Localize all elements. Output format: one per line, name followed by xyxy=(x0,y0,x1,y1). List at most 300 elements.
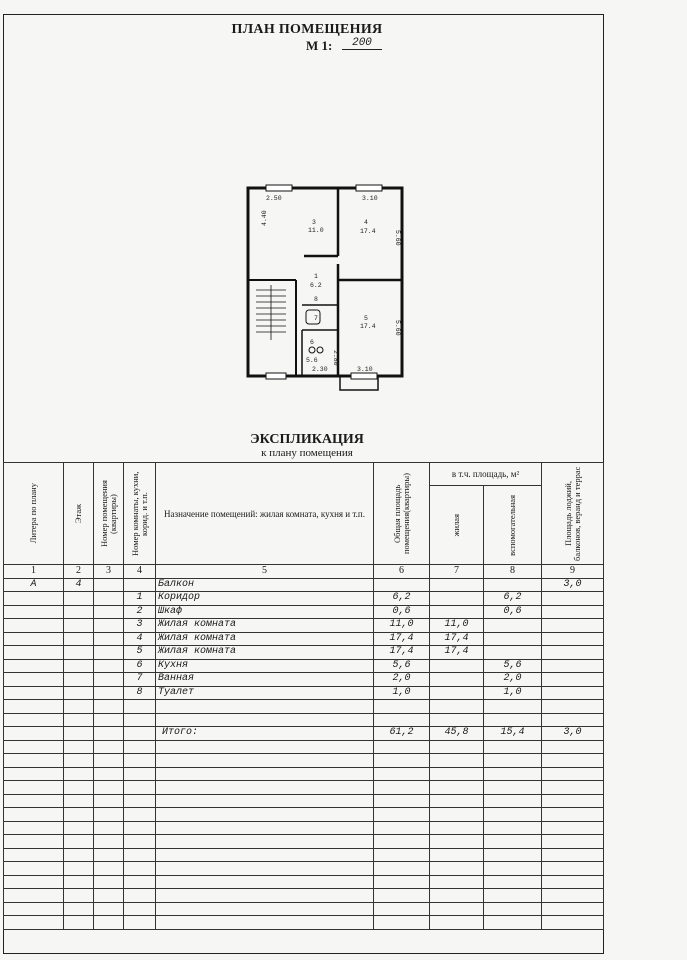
header-purpose: Назначение помещений: жилая комната, кухня и т.п. xyxy=(164,508,365,519)
cell-room xyxy=(124,578,156,592)
cell-floor xyxy=(64,713,94,727)
cell-total xyxy=(374,889,430,903)
cell-living: 45,8 xyxy=(430,727,484,741)
cell-apt xyxy=(94,740,124,754)
cell-litera xyxy=(4,794,64,808)
cell-balcony xyxy=(542,592,604,606)
cell-room: 8 xyxy=(124,686,156,700)
cell-apt xyxy=(94,619,124,633)
header-total-area: Общая площадь помещения(квартиры) xyxy=(391,473,411,554)
cell-total: 1,0 xyxy=(374,686,430,700)
cell-litera xyxy=(4,727,64,741)
cell-aux xyxy=(484,646,542,660)
cell-floor xyxy=(64,808,94,822)
cell-litera: А xyxy=(4,578,64,592)
cell-aux xyxy=(484,889,542,903)
cell-aux: 5,6 xyxy=(484,659,542,673)
cell-litera xyxy=(4,916,64,930)
dim-top-left: 2.50 xyxy=(266,195,282,202)
cell-litera xyxy=(4,808,64,822)
cell-litera xyxy=(4,605,64,619)
cell-balcony xyxy=(542,619,604,633)
cell-aux xyxy=(484,808,542,822)
table-row xyxy=(4,659,604,673)
cell-living xyxy=(430,794,484,808)
cell-litera xyxy=(4,781,64,795)
cell-living xyxy=(430,713,484,727)
table-row-empty xyxy=(4,781,604,795)
cell-litera xyxy=(4,835,64,849)
cell-apt xyxy=(94,713,124,727)
scale-label: М 1: xyxy=(306,38,333,53)
cell-room xyxy=(124,713,156,727)
cell-balcony xyxy=(542,700,604,714)
cell-name: Жилая комната xyxy=(156,632,374,646)
cell-balcony xyxy=(542,862,604,876)
cell-floor xyxy=(64,700,94,714)
cell-living xyxy=(430,808,484,822)
cell-total xyxy=(374,794,430,808)
cell-living xyxy=(430,781,484,795)
cell-name xyxy=(156,781,374,795)
cell-apt xyxy=(94,862,124,876)
cell-apt xyxy=(94,902,124,916)
cell-name: Кухня xyxy=(156,659,374,673)
cell-name: Жилая комната xyxy=(156,619,374,633)
cell-living: 17,4 xyxy=(430,632,484,646)
dim-bottom-right: 3.10 xyxy=(357,366,373,373)
cell-balcony xyxy=(542,605,604,619)
cell-total xyxy=(374,835,430,849)
room-3-area: 11.0 xyxy=(308,227,324,234)
room-7-num: 7 xyxy=(314,315,318,322)
cell-living xyxy=(430,754,484,768)
cell-room: 2 xyxy=(124,605,156,619)
cell-name xyxy=(156,821,374,835)
cell-aux xyxy=(484,916,542,930)
cell-name xyxy=(156,902,374,916)
cell-balcony xyxy=(542,686,604,700)
cell-name xyxy=(156,794,374,808)
cell-name xyxy=(156,835,374,849)
cell-living xyxy=(430,862,484,876)
table-row-empty xyxy=(4,767,604,781)
cell-total xyxy=(374,821,430,835)
cell-name xyxy=(156,808,374,822)
cell-total: 61,2 xyxy=(374,727,430,741)
floor-plan xyxy=(236,180,416,400)
table-row xyxy=(4,592,604,606)
room-5-area: 17.4 xyxy=(360,323,376,330)
cell-living: 11,0 xyxy=(430,619,484,633)
plan-outer-wall xyxy=(248,188,402,376)
room-5-num: 5 xyxy=(364,315,368,322)
header-living: жилая xyxy=(451,513,461,537)
cell-balcony xyxy=(542,902,604,916)
cell-name xyxy=(156,889,374,903)
cell-litera xyxy=(4,659,64,673)
cell-living xyxy=(430,673,484,687)
cell-litera xyxy=(4,875,64,889)
explication-table xyxy=(3,462,604,930)
cell-apt xyxy=(94,686,124,700)
explication-title: ЭКСПЛИКАЦИЯ xyxy=(250,432,364,447)
cell-total xyxy=(374,916,430,930)
room-6-area: 5.6 xyxy=(306,357,318,364)
cell-balcony xyxy=(542,713,604,727)
cell-aux: 0,6 xyxy=(484,605,542,619)
dim-right-room4: 5.60 xyxy=(394,230,401,246)
cell-litera xyxy=(4,740,64,754)
cell-room xyxy=(124,700,156,714)
cell-aux xyxy=(484,578,542,592)
cell-apt xyxy=(94,767,124,781)
cell-aux xyxy=(484,754,542,768)
cell-floor xyxy=(64,916,94,930)
total-row xyxy=(4,727,604,741)
cell-litera xyxy=(4,902,64,916)
cell-total: 0,6 xyxy=(374,605,430,619)
header-balcony-area: Площадь лоджий, балконов, веранд и террас xyxy=(562,466,582,561)
cell-apt xyxy=(94,592,124,606)
stove-icon xyxy=(309,347,315,353)
cell-aux: 2,0 xyxy=(484,673,542,687)
room-1-area: 6.2 xyxy=(310,282,322,289)
table-row xyxy=(4,646,604,660)
cell-aux xyxy=(484,902,542,916)
cell-litera xyxy=(4,592,64,606)
table-row-empty xyxy=(4,889,604,903)
cell-balcony xyxy=(542,875,604,889)
cell-aux xyxy=(484,875,542,889)
room-1-num: 1 xyxy=(314,273,318,280)
cell-living xyxy=(430,767,484,781)
cell-living xyxy=(430,605,484,619)
cell-floor xyxy=(64,659,94,673)
cell-floor xyxy=(64,754,94,768)
cell-name: Шкаф xyxy=(156,605,374,619)
cell-litera xyxy=(4,619,64,633)
table-row-empty xyxy=(4,700,604,714)
room-4-num: 4 xyxy=(364,219,368,226)
cell-room xyxy=(124,794,156,808)
table-row-empty xyxy=(4,848,604,862)
cell-floor xyxy=(64,767,94,781)
cell-total xyxy=(374,902,430,916)
cell-total xyxy=(374,781,430,795)
cell-name xyxy=(156,916,374,930)
cell-room xyxy=(124,727,156,741)
cell-name xyxy=(156,754,374,768)
cell-apt xyxy=(94,848,124,862)
dim-kitchen: 2.80 xyxy=(332,350,339,366)
table-row-empty xyxy=(4,875,604,889)
cell-litera xyxy=(4,754,64,768)
cell-room xyxy=(124,848,156,862)
cell-room xyxy=(124,808,156,822)
cell-total xyxy=(374,754,430,768)
cell-apt xyxy=(94,781,124,795)
cell-floor: 4 xyxy=(64,578,94,592)
cell-total: 6,2 xyxy=(374,592,430,606)
cell-litera xyxy=(4,713,64,727)
cell-balcony: 3,0 xyxy=(542,727,604,741)
cell-room: 3 xyxy=(124,619,156,633)
cell-living xyxy=(430,686,484,700)
table-row-empty xyxy=(4,916,604,930)
cell-total: 2,0 xyxy=(374,673,430,687)
cell-balcony xyxy=(542,632,604,646)
page-title: ПЛАН ПОМЕЩЕНИЯ xyxy=(231,22,383,37)
cell-apt xyxy=(94,875,124,889)
header-row xyxy=(4,463,604,486)
cell-name: Туалет xyxy=(156,686,374,700)
cell-floor xyxy=(64,902,94,916)
room-8-num: 8 xyxy=(314,296,318,303)
cell-name xyxy=(156,740,374,754)
cell-room xyxy=(124,902,156,916)
cell-room xyxy=(124,835,156,849)
table-row xyxy=(4,578,604,592)
cell-total xyxy=(374,740,430,754)
cell-floor xyxy=(64,889,94,903)
cell-floor xyxy=(64,619,94,633)
cell-living xyxy=(430,740,484,754)
cell-room: 6 xyxy=(124,659,156,673)
cell-living xyxy=(430,700,484,714)
table-row-empty xyxy=(4,821,604,835)
cell-litera xyxy=(4,821,64,835)
cell-living xyxy=(430,821,484,835)
cell-room xyxy=(124,862,156,876)
cell-litera xyxy=(4,767,64,781)
cell-aux xyxy=(484,835,542,849)
cell-room xyxy=(124,754,156,768)
cell-name xyxy=(156,767,374,781)
cell-balcony xyxy=(542,740,604,754)
cell-aux xyxy=(484,781,542,795)
cell-total: 17,4 xyxy=(374,632,430,646)
cell-living xyxy=(430,848,484,862)
cell-balcony: 3,0 xyxy=(542,578,604,592)
cell-apt xyxy=(94,916,124,930)
cell-balcony xyxy=(542,889,604,903)
cell-aux xyxy=(484,619,542,633)
cell-litera xyxy=(4,673,64,687)
explication-subtitle: к плану помещения xyxy=(261,447,353,459)
cell-apt xyxy=(94,754,124,768)
cell-floor xyxy=(64,848,94,862)
explication-rows xyxy=(4,578,604,929)
cell-apt xyxy=(94,700,124,714)
cell-living xyxy=(430,916,484,930)
cell-name xyxy=(156,713,374,727)
cell-aux xyxy=(484,862,542,876)
cell-room xyxy=(124,875,156,889)
header-apartment: Номер помещения (квартиры) xyxy=(98,480,118,547)
cell-total: 17,4 xyxy=(374,646,430,660)
dim-right-room5: 5.60 xyxy=(394,320,401,336)
cell-name xyxy=(156,848,374,862)
cell-balcony xyxy=(542,646,604,660)
cell-floor xyxy=(64,835,94,849)
cell-name xyxy=(156,875,374,889)
cell-living xyxy=(430,902,484,916)
table-row-empty xyxy=(4,835,604,849)
cell-name: Итого: xyxy=(156,727,374,741)
cell-total xyxy=(374,875,430,889)
cell-living: 17,4 xyxy=(430,646,484,660)
room-3-num: 3 xyxy=(312,219,316,226)
cell-aux: 1,0 xyxy=(484,686,542,700)
cell-litera xyxy=(4,862,64,876)
cell-total xyxy=(374,848,430,862)
room-4-area: 17.4 xyxy=(360,228,376,235)
cell-living xyxy=(430,835,484,849)
cell-room: 5 xyxy=(124,646,156,660)
cell-balcony xyxy=(542,835,604,849)
cell-balcony xyxy=(542,794,604,808)
header-litera: Литера по плану xyxy=(28,483,38,544)
cell-balcony xyxy=(542,673,604,687)
table-row-empty xyxy=(4,754,604,768)
cell-room xyxy=(124,781,156,795)
cell-room xyxy=(124,916,156,930)
cell-total xyxy=(374,767,430,781)
cell-balcony xyxy=(542,821,604,835)
cell-balcony xyxy=(542,848,604,862)
cell-litera xyxy=(4,632,64,646)
cell-balcony xyxy=(542,767,604,781)
cell-total xyxy=(374,700,430,714)
cell-floor xyxy=(64,740,94,754)
header-floor: Этаж xyxy=(73,503,83,524)
cell-apt xyxy=(94,808,124,822)
cell-apt xyxy=(94,673,124,687)
cell-apt xyxy=(94,646,124,660)
cell-aux xyxy=(484,848,542,862)
index-row: 1 2 3 4 5 6 7 8 9 xyxy=(4,565,604,579)
cell-balcony xyxy=(542,781,604,795)
cell-litera xyxy=(4,848,64,862)
header-incl-area: в т.ч. площадь, м² xyxy=(451,469,520,479)
cell-apt xyxy=(94,727,124,741)
cell-apt xyxy=(94,889,124,903)
cell-total: 5,6 xyxy=(374,659,430,673)
cell-aux xyxy=(484,713,542,727)
dim-bottom-left: 2.30 xyxy=(312,366,328,373)
cell-floor xyxy=(64,605,94,619)
cell-floor xyxy=(64,794,94,808)
table-row xyxy=(4,686,604,700)
cell-floor xyxy=(64,632,94,646)
table-row xyxy=(4,619,604,633)
cell-apt xyxy=(94,659,124,673)
cell-aux xyxy=(484,740,542,754)
room-6-num: 6 xyxy=(310,339,314,346)
cell-apt xyxy=(94,632,124,646)
cell-litera xyxy=(4,646,64,660)
cell-floor xyxy=(64,646,94,660)
cell-litera xyxy=(4,686,64,700)
table-row-empty xyxy=(4,902,604,916)
cell-floor xyxy=(64,673,94,687)
cell-apt xyxy=(94,821,124,835)
cell-apt xyxy=(94,578,124,592)
cell-total xyxy=(374,862,430,876)
cell-total: 11,0 xyxy=(374,619,430,633)
table-row xyxy=(4,673,604,687)
cell-aux xyxy=(484,767,542,781)
cell-balcony xyxy=(542,659,604,673)
cell-apt xyxy=(94,605,124,619)
cell-litera xyxy=(4,700,64,714)
cell-room xyxy=(124,821,156,835)
cell-living xyxy=(430,889,484,903)
dim-left-room3: 4.40 xyxy=(261,210,268,226)
table-row-empty xyxy=(4,740,604,754)
cell-name: Балкон xyxy=(156,578,374,592)
cell-floor xyxy=(64,875,94,889)
cell-total xyxy=(374,713,430,727)
cell-living xyxy=(430,592,484,606)
header-auxiliary: вспомогательная xyxy=(507,494,517,556)
cell-floor xyxy=(64,686,94,700)
table-row xyxy=(4,632,604,646)
scale-value: 200 xyxy=(342,37,382,50)
cell-total xyxy=(374,808,430,822)
cell-room xyxy=(124,740,156,754)
header-room-number: Номер комнаты, кухни, корид. и т.п. xyxy=(129,471,149,556)
cell-living xyxy=(430,659,484,673)
cell-litera xyxy=(4,889,64,903)
cell-apt xyxy=(94,835,124,849)
cell-room: 7 xyxy=(124,673,156,687)
table-row-empty xyxy=(4,808,604,822)
cell-room xyxy=(124,767,156,781)
cell-aux: 15,4 xyxy=(484,727,542,741)
cell-floor xyxy=(64,821,94,835)
cell-floor xyxy=(64,781,94,795)
cell-room: 1 xyxy=(124,592,156,606)
cell-aux xyxy=(484,794,542,808)
cell-name xyxy=(156,862,374,876)
cell-room xyxy=(124,889,156,903)
cell-balcony xyxy=(542,808,604,822)
cell-living xyxy=(430,578,484,592)
table-row-empty xyxy=(4,794,604,808)
cell-aux: 6,2 xyxy=(484,592,542,606)
cell-room: 4 xyxy=(124,632,156,646)
dim-top-right: 3.10 xyxy=(362,195,378,202)
cell-name: Коридор xyxy=(156,592,374,606)
cell-floor xyxy=(64,862,94,876)
cell-balcony xyxy=(542,754,604,768)
table-row-empty xyxy=(4,862,604,876)
cell-floor xyxy=(64,592,94,606)
cell-name xyxy=(156,700,374,714)
table-row xyxy=(4,605,604,619)
cell-apt xyxy=(94,794,124,808)
cell-balcony xyxy=(542,916,604,930)
cell-aux xyxy=(484,700,542,714)
cell-name: Ванная xyxy=(156,673,374,687)
cell-floor xyxy=(64,727,94,741)
cell-total xyxy=(374,578,430,592)
cell-aux xyxy=(484,821,542,835)
cell-aux xyxy=(484,632,542,646)
cell-living xyxy=(430,875,484,889)
